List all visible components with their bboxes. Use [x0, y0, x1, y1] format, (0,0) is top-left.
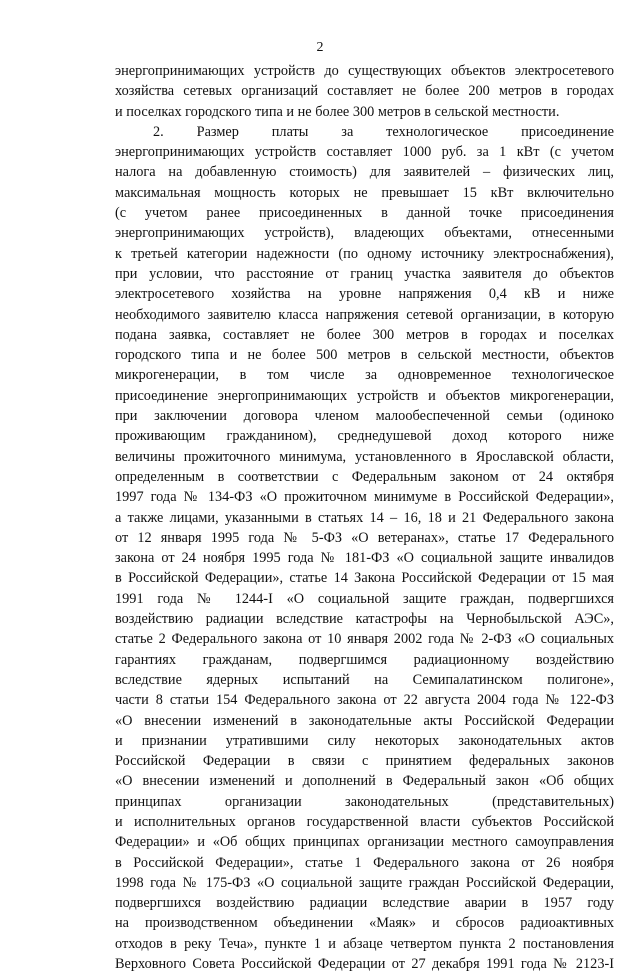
text-line: энергопринимающих устройств составляет 1000 руб. за 1 кВт (с учетом	[115, 144, 614, 161]
text-line: в Российской Федерации», статье 1 Федерального закона от 26 ноября	[115, 854, 614, 871]
text-line: (с учетом ранее присоединенных в данной точке присоединения	[115, 205, 614, 222]
text-line: и поселках городского типа и не более 300 метров в сельской местности.	[115, 103, 560, 120]
text-line: воздействию радиации вследствие катастрофы на Чернобыльской АЭС»,	[115, 611, 614, 628]
text-line: при условии, что расстояние от границ участка заявителя до объектов	[115, 265, 614, 282]
text-line: отходов в реку Теча», пункте 1 и абзаце четвертом пункта 2 постановления	[115, 935, 614, 952]
text-line: принципах организации законодательных (представительных)	[115, 793, 614, 810]
text-line: 1998 года № 175-ФЗ «О социальной защите граждан Российской Федерации,	[115, 874, 614, 891]
text-line: Федерации» и «Об общих принципах организации местного самоуправления	[115, 834, 614, 851]
text-line: энергопринимающих устройств до существующих объектов электросетевого	[115, 63, 614, 79]
text-line: гарантиях гражданам, подвергшимся радиационному воздействию	[115, 651, 614, 668]
text-line: микрогенерации, в том числе за одновременное технологическое	[115, 367, 614, 384]
text-line: «О внесении изменений в законодательные акты Российской Федерации	[115, 712, 614, 729]
text-line: при заключении договора членом малообеспеченной семьи (одиноко	[115, 408, 614, 425]
text-line: части 8 статьи 154 Федерального закона от 22 августа 2004 года № 122-ФЗ	[115, 692, 614, 709]
text-line: энергопринимающих устройств), владеющих объектами, отнесенными	[115, 225, 614, 242]
text-line: 1991 года № 1244-I «О социальной защите граждан, подвергшихся	[115, 590, 614, 607]
text-line: хозяйства сетевых организаций составляет не более 200 метров в городах	[115, 83, 614, 100]
text-line: 1997 года № 134-ФЗ «О прожиточном минимуме в Российской Федерации»,	[115, 489, 614, 506]
text-line: определенным в соответствии с Федеральным законом от 24 октября	[115, 468, 614, 485]
text-line: Российской Федерации в связи с принятием федеральных законов	[115, 753, 614, 770]
text-line: подана заявка, составляет не более 300 метров в городах и поселках	[115, 326, 614, 343]
text-line: городского типа и не более 500 метров в сельской местности, объектов	[115, 347, 614, 364]
text-line: максимальная мощность которых не превышает 15 кВт включительно	[115, 184, 614, 201]
text-line: «О внесении изменений и дополнений в Федеральный закон «Об общих	[115, 773, 614, 790]
text-line: налога на добавленную стоимость) для заявителей – физических лиц,	[115, 164, 614, 181]
text-line: вследствие ядерных испытаний на Семипалатинском полигоне»,	[115, 671, 614, 688]
text-line: подвергшихся воздействию радиации вследствие аварии в 1957 году	[115, 895, 614, 912]
text-line: закона от 24 ноября 1995 года № 181-ФЗ «О социальной защите инвалидов	[115, 550, 614, 567]
text-line: статье 2 Федерального закона от 10 января 2002 года № 2-ФЗ «О социальных	[115, 631, 614, 648]
text-line: электросетевого хозяйства на уровне напряжения 0,4 кВ и ниже	[115, 286, 614, 303]
text-line: от 12 января 1995 года № 5-ФЗ «О ветеранах», статье 17 Федерального	[115, 529, 614, 546]
body-text	[115, 61, 614, 974]
text-line: присоединение энергопринимающих устройств и объектов микрогенерации,	[115, 387, 614, 404]
page-number: 2	[316, 40, 324, 55]
text-line: 2. Размер платы за технологическое присоединение	[153, 123, 614, 140]
text-line: на производственном объединении «Маяк» и сбросов радиоактивных	[115, 915, 614, 932]
text-line: а также лицами, указанными в статьях 14 – 16, 18 и 21 Федерального закона	[115, 509, 614, 526]
text-line: в Российской Федерации», статье 14 Закона Российской Федерации от 15 мая	[115, 570, 614, 587]
text-line: и исполнительных органов государственной власти субъектов Российской	[115, 813, 614, 830]
text-line: проживающим гражданином), среднедушевой доход которого ниже	[115, 428, 614, 445]
text-line: необходимого заявителю класса напряжения сетевой организации, в которую	[115, 306, 614, 323]
text-line: и признании утратившими силу некоторых законодательных актов	[115, 732, 614, 749]
text-line: величины прожиточного минимума, установленного в Ярославской области,	[115, 448, 614, 465]
text-line: Верховного Совета Российской Федерации от 27 декабря 1991 года № 2123-I	[115, 956, 614, 973]
text-line: к третьей категории надежности (по одному источнику электроснабжения),	[115, 245, 614, 262]
